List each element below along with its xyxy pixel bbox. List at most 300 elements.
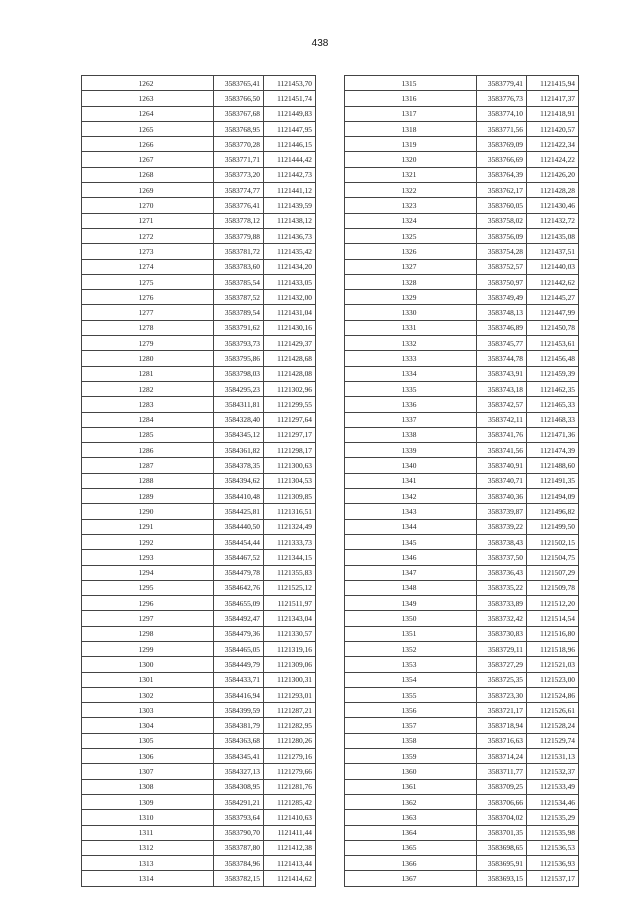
y-coordinate-cell: 1121441,12 [264,183,316,198]
point-number-cell: 1275 [82,274,214,289]
table-row [82,764,316,779]
y-coordinate-cell: 1121435,08 [527,228,579,243]
x-coordinate-cell: 3584327,13 [214,764,264,779]
point-number-cell: 1273 [82,244,214,259]
point-number-cell: 1355 [345,687,477,702]
point-number-cell: 1306 [82,749,214,764]
x-coordinate-cell: 3583754,28 [477,244,527,259]
table-row [345,749,579,764]
x-coordinate-cell: 3583789,54 [214,305,264,320]
y-coordinate-cell: 1121434,20 [264,259,316,274]
y-coordinate-cell: 1121300,63 [264,458,316,473]
table-row [345,274,579,289]
point-number-cell: 1365 [345,840,477,855]
point-number-cell: 1269 [82,183,214,198]
x-coordinate-cell: 3583698,65 [477,840,527,855]
y-coordinate-cell: 1121535,98 [527,825,579,840]
point-number-cell: 1318 [345,121,477,136]
x-coordinate-cell: 3583735,22 [477,580,527,595]
y-coordinate-cell: 1121412,38 [264,840,316,855]
y-coordinate-cell: 1121471,36 [527,427,579,442]
table-row [345,198,579,213]
x-coordinate-cell: 3584311,81 [214,397,264,412]
point-number-cell: 1302 [82,687,214,702]
x-coordinate-cell: 3583718,94 [477,718,527,733]
point-number-cell: 1346 [345,550,477,565]
x-coordinate-cell: 3584345,12 [214,427,264,442]
point-number-cell: 1341 [345,473,477,488]
table-row [82,489,316,504]
table-row [82,779,316,794]
y-coordinate-cell: 1121459,39 [527,366,579,381]
y-coordinate-cell: 1121285,42 [264,794,316,809]
table-row [82,121,316,136]
x-coordinate-cell: 3583733,89 [477,596,527,611]
x-coordinate-cell: 3583774,77 [214,183,264,198]
point-number-cell: 1295 [82,580,214,595]
table-row [82,351,316,366]
point-number-cell: 1324 [345,213,477,228]
y-coordinate-cell: 1121499,50 [527,519,579,534]
x-coordinate-cell: 3583766,69 [477,152,527,167]
x-coordinate-cell: 3583721,17 [477,703,527,718]
y-coordinate-cell: 1121437,51 [527,244,579,259]
point-number-cell: 1351 [345,626,477,641]
x-coordinate-cell: 3583782,15 [214,871,264,886]
y-coordinate-cell: 1121319,16 [264,641,316,656]
point-number-cell: 1270 [82,198,214,213]
point-number-cell: 1333 [345,351,477,366]
point-number-cell: 1348 [345,580,477,595]
point-number-cell: 1308 [82,779,214,794]
table-row [345,458,579,473]
table-row [345,611,579,626]
table-row [82,152,316,167]
table-row [345,718,579,733]
point-number-cell: 1354 [345,672,477,687]
table-row [82,274,316,289]
table-row [345,626,579,641]
point-number-cell: 1276 [82,290,214,305]
point-number-cell: 1316 [345,91,477,106]
table-row [82,641,316,656]
y-coordinate-cell: 1121453,70 [264,76,316,91]
point-number-cell: 1296 [82,596,214,611]
point-number-cell: 1331 [345,320,477,335]
table-row [345,687,579,702]
y-coordinate-cell: 1121413,44 [264,856,316,871]
y-coordinate-cell: 1121422,34 [527,137,579,152]
point-number-cell: 1343 [345,504,477,519]
y-coordinate-cell: 1121333,73 [264,534,316,549]
point-number-cell: 1332 [345,336,477,351]
point-number-cell: 1350 [345,611,477,626]
point-number-cell: 1294 [82,565,214,580]
table-row [345,764,579,779]
table-row [345,489,579,504]
table-row [345,106,579,121]
table-row [345,641,579,656]
table-row [82,228,316,243]
x-coordinate-cell: 3583701,35 [477,825,527,840]
point-number-cell: 1266 [82,137,214,152]
point-number-cell: 1364 [345,825,477,840]
x-coordinate-cell: 3583793,73 [214,336,264,351]
table-row [82,381,316,396]
x-coordinate-cell: 3584479,78 [214,565,264,580]
table-row [82,611,316,626]
table-row [345,596,579,611]
y-coordinate-cell: 1121279,16 [264,749,316,764]
point-number-cell: 1366 [345,856,477,871]
x-coordinate-cell: 3583768,95 [214,121,264,136]
x-coordinate-cell: 3584295,23 [214,381,264,396]
y-coordinate-cell: 1121324,49 [264,519,316,534]
point-number-cell: 1267 [82,152,214,167]
point-number-cell: 1285 [82,427,214,442]
x-coordinate-cell: 3584410,48 [214,489,264,504]
x-coordinate-cell: 3583767,68 [214,106,264,121]
y-coordinate-cell: 1121298,17 [264,443,316,458]
point-number-cell: 1293 [82,550,214,565]
table-row [345,427,579,442]
table-row [345,794,579,809]
y-coordinate-cell: 1121447,95 [264,121,316,136]
table-row [82,596,316,611]
x-coordinate-cell: 3583742,11 [477,412,527,427]
table-row [345,336,579,351]
x-coordinate-cell: 3583725,35 [477,672,527,687]
point-number-cell: 1340 [345,458,477,473]
point-number-cell: 1363 [345,810,477,825]
point-number-cell: 1289 [82,489,214,504]
x-coordinate-cell: 3583793,64 [214,810,264,825]
y-coordinate-cell: 1121442,73 [264,167,316,182]
x-coordinate-cell: 3583732,42 [477,611,527,626]
table-row [82,336,316,351]
y-coordinate-cell: 1121410,63 [264,810,316,825]
table-row [345,733,579,748]
table-row [345,213,579,228]
table-row [345,320,579,335]
x-coordinate-cell: 3583776,41 [214,198,264,213]
point-number-cell: 1310 [82,810,214,825]
x-coordinate-cell: 3583760,05 [477,198,527,213]
y-coordinate-cell: 1121446,15 [264,137,316,152]
x-coordinate-cell: 3583739,22 [477,519,527,534]
point-number-cell: 1345 [345,534,477,549]
y-coordinate-cell: 1121297,64 [264,412,316,427]
table-row [82,137,316,152]
y-coordinate-cell: 1121504,75 [527,550,579,565]
table-row [345,550,579,565]
point-number-cell: 1282 [82,381,214,396]
x-coordinate-cell: 3583737,50 [477,550,527,565]
table-row [82,519,316,534]
point-number-cell: 1325 [345,228,477,243]
table-row [82,825,316,840]
point-number-cell: 1326 [345,244,477,259]
point-number-cell: 1361 [345,779,477,794]
table-row [82,749,316,764]
point-number-cell: 1291 [82,519,214,534]
x-coordinate-cell: 3583765,41 [214,76,264,91]
x-coordinate-cell: 3583771,56 [477,121,527,136]
y-coordinate-cell: 1121509,78 [527,580,579,595]
x-coordinate-cell: 3583766,50 [214,91,264,106]
table-row [82,810,316,825]
y-coordinate-cell: 1121430,16 [264,320,316,335]
table-row [345,825,579,840]
x-coordinate-cell: 3583745,77 [477,336,527,351]
y-coordinate-cell: 1121528,24 [527,718,579,733]
table-row [345,504,579,519]
y-coordinate-cell: 1121521,03 [527,657,579,672]
x-coordinate-cell: 3583716,63 [477,733,527,748]
x-coordinate-cell: 3583791,62 [214,320,264,335]
table-row [82,672,316,687]
x-coordinate-cell: 3583740,36 [477,489,527,504]
y-coordinate-cell: 1121524,86 [527,687,579,702]
point-number-cell: 1278 [82,320,214,335]
y-coordinate-cell: 1121418,91 [527,106,579,121]
y-coordinate-cell: 1121465,33 [527,397,579,412]
point-number-cell: 1287 [82,458,214,473]
point-number-cell: 1277 [82,305,214,320]
point-number-cell: 1297 [82,611,214,626]
coordinate-table-left [81,75,316,887]
table-row [345,412,579,427]
table-row [82,550,316,565]
point-number-cell: 1349 [345,596,477,611]
x-coordinate-cell: 3583727,29 [477,657,527,672]
table-row [345,259,579,274]
y-coordinate-cell: 1121531,13 [527,749,579,764]
y-coordinate-cell: 1121343,04 [264,611,316,626]
y-coordinate-cell: 1121304,53 [264,473,316,488]
x-coordinate-cell: 3583756,09 [477,228,527,243]
y-coordinate-cell: 1121417,37 [527,91,579,106]
y-coordinate-cell: 1121432,72 [527,213,579,228]
y-coordinate-cell: 1121518,96 [527,641,579,656]
point-number-cell: 1360 [345,764,477,779]
point-number-cell: 1327 [345,259,477,274]
table-row [82,290,316,305]
table-row [82,106,316,121]
y-coordinate-cell: 1121287,21 [264,703,316,718]
table-row [82,703,316,718]
x-coordinate-cell: 3583730,83 [477,626,527,641]
y-coordinate-cell: 1121439,59 [264,198,316,213]
point-number-cell: 1299 [82,641,214,656]
x-coordinate-cell: 3584308,95 [214,779,264,794]
y-coordinate-cell: 1121516,80 [527,626,579,641]
y-coordinate-cell: 1121297,17 [264,427,316,442]
y-coordinate-cell: 1121526,61 [527,703,579,718]
x-coordinate-cell: 3584399,59 [214,703,264,718]
y-coordinate-cell: 1121424,22 [527,152,579,167]
y-coordinate-cell: 1121536,53 [527,840,579,855]
y-coordinate-cell: 1121428,68 [264,351,316,366]
point-number-cell: 1319 [345,137,477,152]
table-row [82,473,316,488]
x-coordinate-cell: 3584361,82 [214,443,264,458]
x-coordinate-cell: 3584454,44 [214,534,264,549]
y-coordinate-cell: 1121533,49 [527,779,579,794]
table-row [345,290,579,305]
table-row [82,504,316,519]
y-coordinate-cell: 1121537,17 [527,871,579,886]
x-coordinate-cell: 3583776,73 [477,91,527,106]
point-number-cell: 1271 [82,213,214,228]
y-coordinate-cell: 1121414,62 [264,871,316,886]
x-coordinate-cell: 3583746,89 [477,320,527,335]
point-number-cell: 1304 [82,718,214,733]
table-row [345,91,579,106]
point-number-cell: 1300 [82,657,214,672]
y-coordinate-cell: 1121529,74 [527,733,579,748]
y-coordinate-cell: 1121309,06 [264,657,316,672]
y-coordinate-cell: 1121430,46 [527,198,579,213]
y-coordinate-cell: 1121440,03 [527,259,579,274]
point-number-cell: 1338 [345,427,477,442]
point-number-cell: 1274 [82,259,214,274]
y-coordinate-cell: 1121429,37 [264,336,316,351]
y-coordinate-cell: 1121442,62 [527,274,579,289]
table-row [82,167,316,182]
table-row [82,580,316,595]
y-coordinate-cell: 1121444,42 [264,152,316,167]
y-coordinate-cell: 1121468,33 [527,412,579,427]
x-coordinate-cell: 3583773,20 [214,167,264,182]
x-coordinate-cell: 3583795,86 [214,351,264,366]
table-row [345,76,579,91]
x-coordinate-cell: 3583736,43 [477,565,527,580]
point-number-cell: 1321 [345,167,477,182]
y-coordinate-cell: 1121507,29 [527,565,579,580]
point-number-cell: 1298 [82,626,214,641]
table-row [82,565,316,580]
table-row [345,534,579,549]
y-coordinate-cell: 1121281,76 [264,779,316,794]
point-number-cell: 1359 [345,749,477,764]
point-number-cell: 1335 [345,381,477,396]
y-coordinate-cell: 1121445,27 [527,290,579,305]
x-coordinate-cell: 3584440,50 [214,519,264,534]
x-coordinate-cell: 3583729,11 [477,641,527,656]
y-coordinate-cell: 1121428,28 [527,183,579,198]
point-number-cell: 1344 [345,519,477,534]
x-coordinate-cell: 3584291,21 [214,794,264,809]
y-coordinate-cell: 1121426,20 [527,167,579,182]
table-row [82,458,316,473]
table-row [345,351,579,366]
point-number-cell: 1317 [345,106,477,121]
y-coordinate-cell: 1121474,39 [527,443,579,458]
y-coordinate-cell: 1121494,09 [527,489,579,504]
point-number-cell: 1311 [82,825,214,840]
point-number-cell: 1347 [345,565,477,580]
x-coordinate-cell: 3584378,35 [214,458,264,473]
table-row [82,91,316,106]
y-coordinate-cell: 1121447,99 [527,305,579,320]
table-row [82,534,316,549]
x-coordinate-cell: 3583714,24 [477,749,527,764]
point-number-cell: 1312 [82,840,214,855]
x-coordinate-cell: 3583779,41 [477,76,527,91]
point-number-cell: 1284 [82,412,214,427]
x-coordinate-cell: 3583740,71 [477,473,527,488]
y-coordinate-cell: 1121344,15 [264,550,316,565]
page-number: 438 [311,38,329,49]
table-row [82,397,316,412]
x-coordinate-cell: 3584642,76 [214,580,264,595]
y-coordinate-cell: 1121302,96 [264,381,316,396]
point-number-cell: 1362 [345,794,477,809]
y-coordinate-cell: 1121330,57 [264,626,316,641]
table-row [82,856,316,871]
point-number-cell: 1315 [345,76,477,91]
point-number-cell: 1280 [82,351,214,366]
point-number-cell: 1301 [82,672,214,687]
y-coordinate-cell: 1121451,74 [264,91,316,106]
x-coordinate-cell: 3583750,97 [477,274,527,289]
table-row [345,840,579,855]
y-coordinate-cell: 1121512,20 [527,596,579,611]
x-coordinate-cell: 3584345,41 [214,749,264,764]
x-coordinate-cell: 3583711,77 [477,764,527,779]
table-row [345,565,579,580]
point-number-cell: 1330 [345,305,477,320]
table-row [345,657,579,672]
table-row [82,366,316,381]
table-row [345,137,579,152]
x-coordinate-cell: 3583741,76 [477,427,527,442]
table-row [82,443,316,458]
x-coordinate-cell: 3583739,87 [477,504,527,519]
x-coordinate-cell: 3584465,05 [214,641,264,656]
y-coordinate-cell: 1121511,97 [264,596,316,611]
table-row [345,871,579,886]
table-row [345,810,579,825]
x-coordinate-cell: 3584492,47 [214,611,264,626]
table-row [345,519,579,534]
x-coordinate-cell: 3583790,70 [214,825,264,840]
x-coordinate-cell: 3584394,62 [214,473,264,488]
y-coordinate-cell: 1121420,57 [527,121,579,136]
x-coordinate-cell: 3583693,15 [477,871,527,886]
x-coordinate-cell: 3583706,66 [477,794,527,809]
y-coordinate-cell: 1121525,12 [264,580,316,595]
point-number-cell: 1356 [345,703,477,718]
table-row [345,473,579,488]
point-number-cell: 1268 [82,167,214,182]
y-coordinate-cell: 1121309,85 [264,489,316,504]
table-row [82,183,316,198]
x-coordinate-cell: 3583741,56 [477,443,527,458]
x-coordinate-cell: 3584328,40 [214,412,264,427]
point-number-cell: 1329 [345,290,477,305]
x-coordinate-cell: 3583738,43 [477,534,527,549]
x-coordinate-cell: 3584655,09 [214,596,264,611]
table-row [82,733,316,748]
table-row [345,580,579,595]
x-coordinate-cell: 3583783,60 [214,259,264,274]
point-number-cell: 1309 [82,794,214,809]
table-row [345,244,579,259]
table-row [345,703,579,718]
y-coordinate-cell: 1121279,66 [264,764,316,779]
